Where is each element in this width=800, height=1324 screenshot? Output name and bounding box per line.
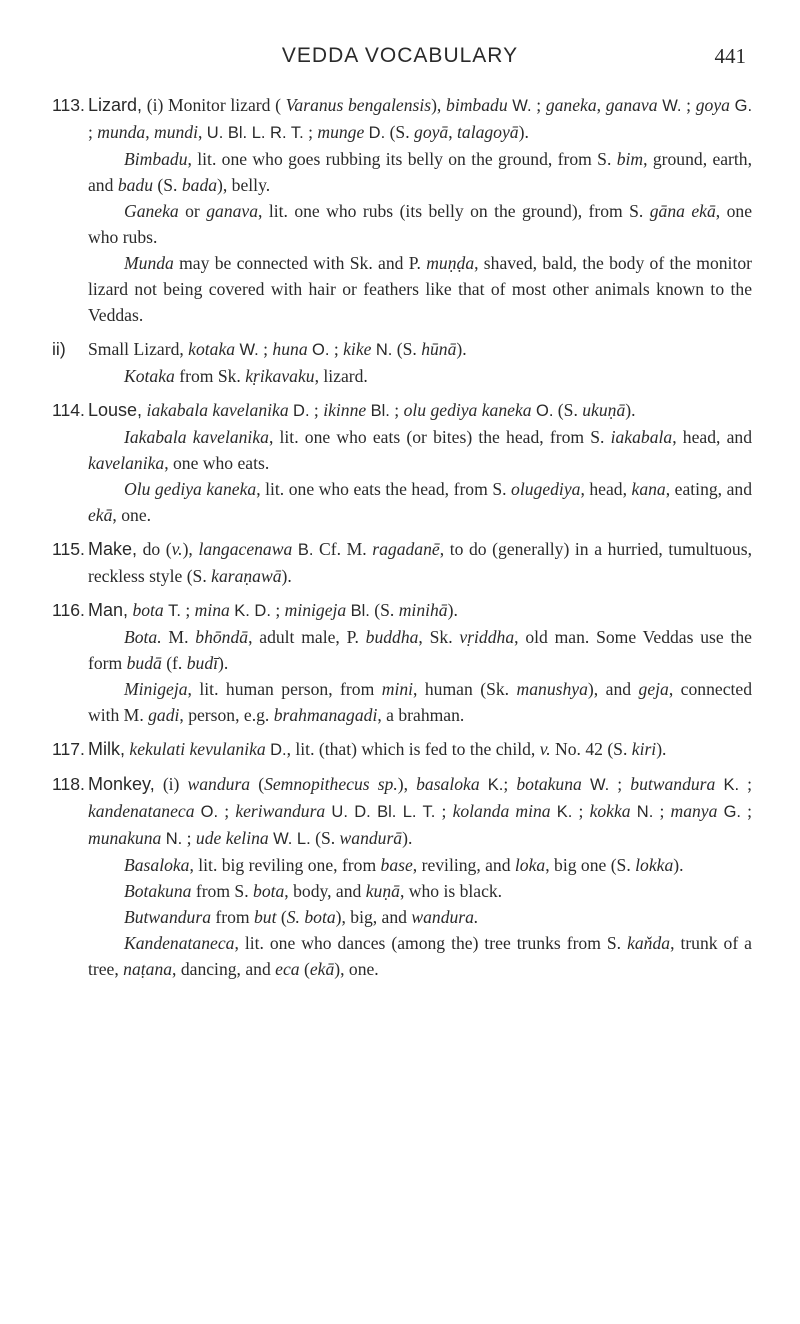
- entry-subparagraph: Olu gediya kaneka, lit. one who eats the head, from S. olugediya, head, kana, eating, and ekā, one.: [88, 479, 752, 525]
- running-header: [0, 44, 800, 74]
- entry-text: bota T. ; mina K. D. ; minigeja Bl. (S. minihā).: [132, 600, 458, 620]
- entry-text: do (v.), langacenawa B. Cf. M. ragadanē, to do (generally) in a hurried, tumultuous, reckless style (S. karaṇawā).: [88, 539, 752, 586]
- entry-subparagraph: Iakabala kavelanika, lit. one who eats (or bites) the head, from S. iakabala, head, and kavelanika, one who eats.: [88, 427, 752, 473]
- entry-6: [52, 771, 752, 982]
- entry-headword: Man,: [88, 600, 129, 620]
- entry-text: Small Lizard, kotaka W. ; huna O. ; kike N. (S. hūnā).: [88, 339, 467, 359]
- entry-number: ii): [52, 339, 66, 359]
- entry-first-paragraph: [52, 736, 752, 763]
- entry-number: 115.: [52, 539, 85, 559]
- entry-subparagraph: Minigeja, lit. human person, from mini, human (Sk. manushya), and geja, connected with M. gadi, person, e.g. brahmanagadi, a brahman.: [88, 679, 752, 725]
- entry-subparagraph: Bota. M. bhōndā, adult male, P. buddha, Sk. vṛiddha, old man. Some Veddas use the form budā (f. budī).: [88, 627, 752, 673]
- entry-first-paragraph: [52, 536, 752, 589]
- entry-3: [52, 536, 752, 589]
- entry-2: [52, 397, 752, 528]
- vocabulary-entries: [52, 92, 752, 990]
- entry-headword: Lizard,: [88, 95, 143, 115]
- page-number: 441: [714, 44, 746, 68]
- entry-subparagraph: Botakuna from S. bota, body, and kuṇā, who is black.: [124, 881, 503, 901]
- entry-first-paragraph: [52, 397, 752, 424]
- entry-subparagraph: Butwandura from but (S. bota), big, and wandura.: [124, 907, 479, 927]
- entry-headword: Make,: [88, 539, 138, 559]
- entry-subparagraph: Ganeka or ganava, lit. one who rubs (its belly on the ground), from S. gāna ekā, one who rubs.: [88, 201, 753, 247]
- entry-4: [52, 597, 752, 728]
- entry-5: [52, 736, 752, 763]
- entry-number: 118.: [52, 774, 85, 794]
- entry-text: (i) Monitor lizard ( Varanus bengalensis), bimbadu W. ; ganeka, ganava W. ; goya G. ; munda, mundi, U. Bl. L. R. T. ; munge D. (S. goyā, talagoyā).: [88, 95, 753, 142]
- entry-text: iakabala kavelanika D. ; ikinne Bl. ; olu gediya kaneka O. (S. ukuṇā).: [146, 400, 636, 420]
- entry-subparagraph: Kotaka from Sk. kṛikavaku, lizard.: [124, 366, 368, 386]
- entry-subparagraph: Basaloka, lit. big reviling one, from base, reviling, and loka, big one (S. lokka).: [124, 855, 684, 875]
- entry-text: (i) wandura (Semnopithecus sp.), basaloka K.; botakuna W. ; butwandura K. ; kandenataneca O. ; keriwandura U. D. Bl. L. T. ; kolanda mina K. ; kokka N. ; manya G. ; munakuna N. ; ude kelina W. L. (S. wandurā).: [88, 774, 753, 848]
- entry-text: kekulati kevulanika D., lit. (that) which is fed to the child, v. No. 42 (S. kiri).: [129, 739, 667, 759]
- entry-number: 117.: [52, 739, 85, 759]
- entry-first-paragraph: [52, 92, 752, 146]
- entry-1: [52, 336, 752, 389]
- entry-first-paragraph: [52, 336, 752, 363]
- running-title: VEDDA VOCABULARY: [281, 44, 519, 67]
- entry-subparagraph: Kandenataneca, lit. one who dances (among the) tree trunks from S. kaňda, trunk of a tree, naṭana, dancing, and eca (ekā), one.: [88, 933, 752, 979]
- entry-first-paragraph: [52, 771, 752, 852]
- entry-first-paragraph: [52, 597, 752, 624]
- entry-subparagraph: Bimbadu, lit. one who goes rubbing its belly on the ground, from S. bim, ground, earth, and badu (S. bada), belly.: [88, 149, 753, 195]
- entry-0: [52, 92, 752, 328]
- entry-number: 113.: [52, 95, 85, 115]
- entry-number: 114.: [52, 400, 85, 420]
- entry-subparagraph: Munda may be connected with Sk. and P. muṇḍa, shaved, bald, the body of the monitor lizard not being covered with hair or feathers like that of most other animals known to the Veddas.: [88, 253, 752, 325]
- entry-headword: Milk,: [88, 739, 125, 759]
- entry-headword: Monkey,: [88, 774, 155, 794]
- entry-headword: Louse,: [88, 400, 143, 420]
- entry-number: 116.: [52, 600, 85, 620]
